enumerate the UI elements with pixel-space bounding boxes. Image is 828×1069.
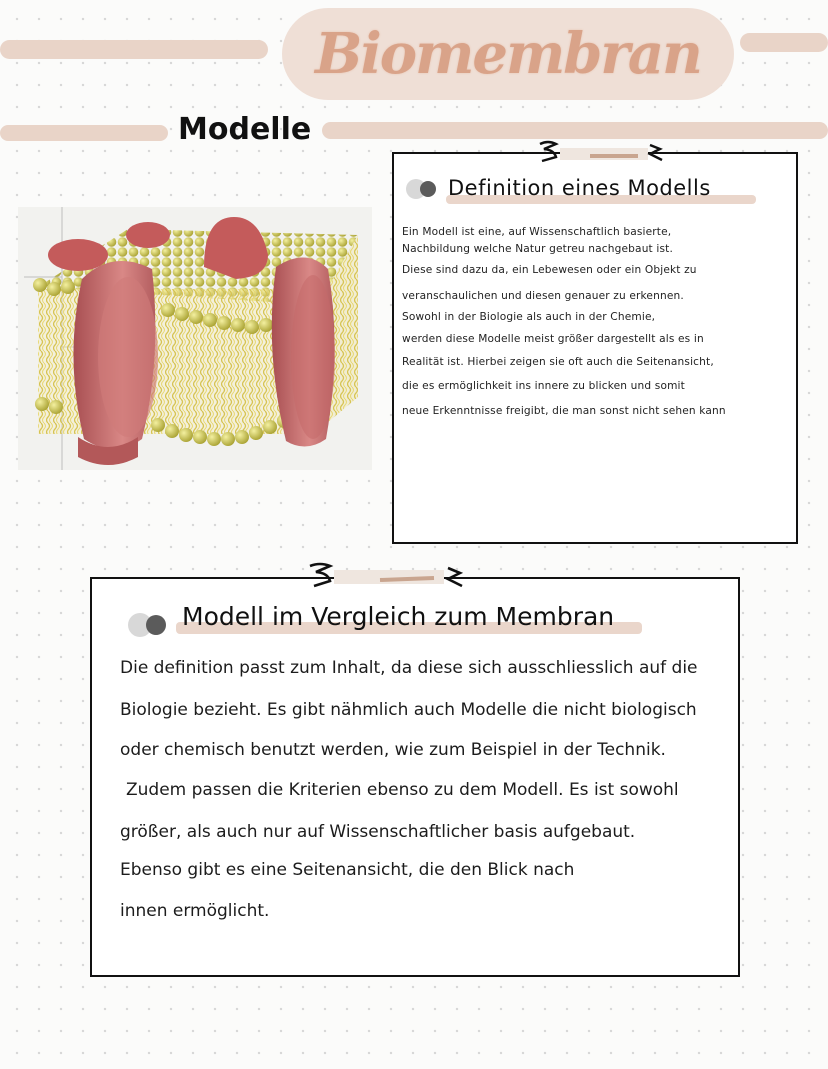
definition-line: Ein Modell ist eine, auf Wissenschaftlich basierte, — [402, 226, 672, 238]
membrane-model-illustration — [18, 207, 372, 470]
comparison-line: größer, als auch nur auf Wissenschaftlicher basis aufgebaut. — [120, 822, 636, 842]
section-subtitle: Modelle — [178, 112, 312, 147]
washi-tape-icon — [530, 138, 680, 168]
definition-heading: Definition eines Modells — [448, 176, 711, 200]
definition-line: werden diese Modelle meist größer dargestellt als es in — [402, 333, 704, 345]
definition-line: veranschaulichen und diesen genauer zu erkennen. — [402, 290, 684, 302]
comparison-line: oder chemisch benutzt werden, wie zum Beispiel in der Technik. — [120, 740, 666, 760]
bullet-dot-dark — [146, 615, 166, 635]
comparison-line: innen ermöglicht. — [120, 901, 270, 921]
comparison-line: Ebenso gibt es eine Seitenansicht, die den Blick nach — [120, 860, 575, 880]
mid-left-band — [0, 125, 168, 141]
mid-right-band — [322, 122, 828, 139]
definition-line: neue Erkenntnisse freigibt, die man sonst nicht sehen kann — [402, 405, 726, 417]
comparison-line: Biologie bezieht. Es gibt nähmlich auch Modelle die nicht biologisch — [120, 700, 697, 720]
top-right-band — [740, 33, 828, 52]
comparison-heading: Modell im Vergleich zum Membran — [182, 602, 615, 631]
page-title: Biomembran — [315, 21, 701, 87]
top-left-band — [0, 40, 268, 59]
definition-line: Sowohl in der Biologie als auch in der Chemie, — [402, 311, 656, 323]
definition-line: Nachbildung welche Natur getreu nachgebaut ist. — [402, 243, 673, 255]
definition-card — [392, 152, 798, 544]
definition-line: Diese sind dazu da, ein Lebewesen oder ein Objekt zu — [402, 264, 697, 276]
definition-line: die es ermöglichkeit ins innere zu blicken und somit — [402, 380, 685, 392]
membrane-model-photo — [18, 207, 372, 470]
washi-tape-icon — [300, 560, 480, 594]
definition-line: Realität ist. Hierbei zeigen sie oft auch die Seitenansicht, — [402, 356, 714, 368]
bullet-dot-dark — [420, 181, 436, 197]
comparison-line: Die definition passt zum Inhalt, da diese sich ausschliesslich auf die — [120, 658, 698, 678]
comparison-line: Zudem passen die Kriterien ebenso zu dem Modell. Es ist sowohl — [126, 780, 679, 800]
